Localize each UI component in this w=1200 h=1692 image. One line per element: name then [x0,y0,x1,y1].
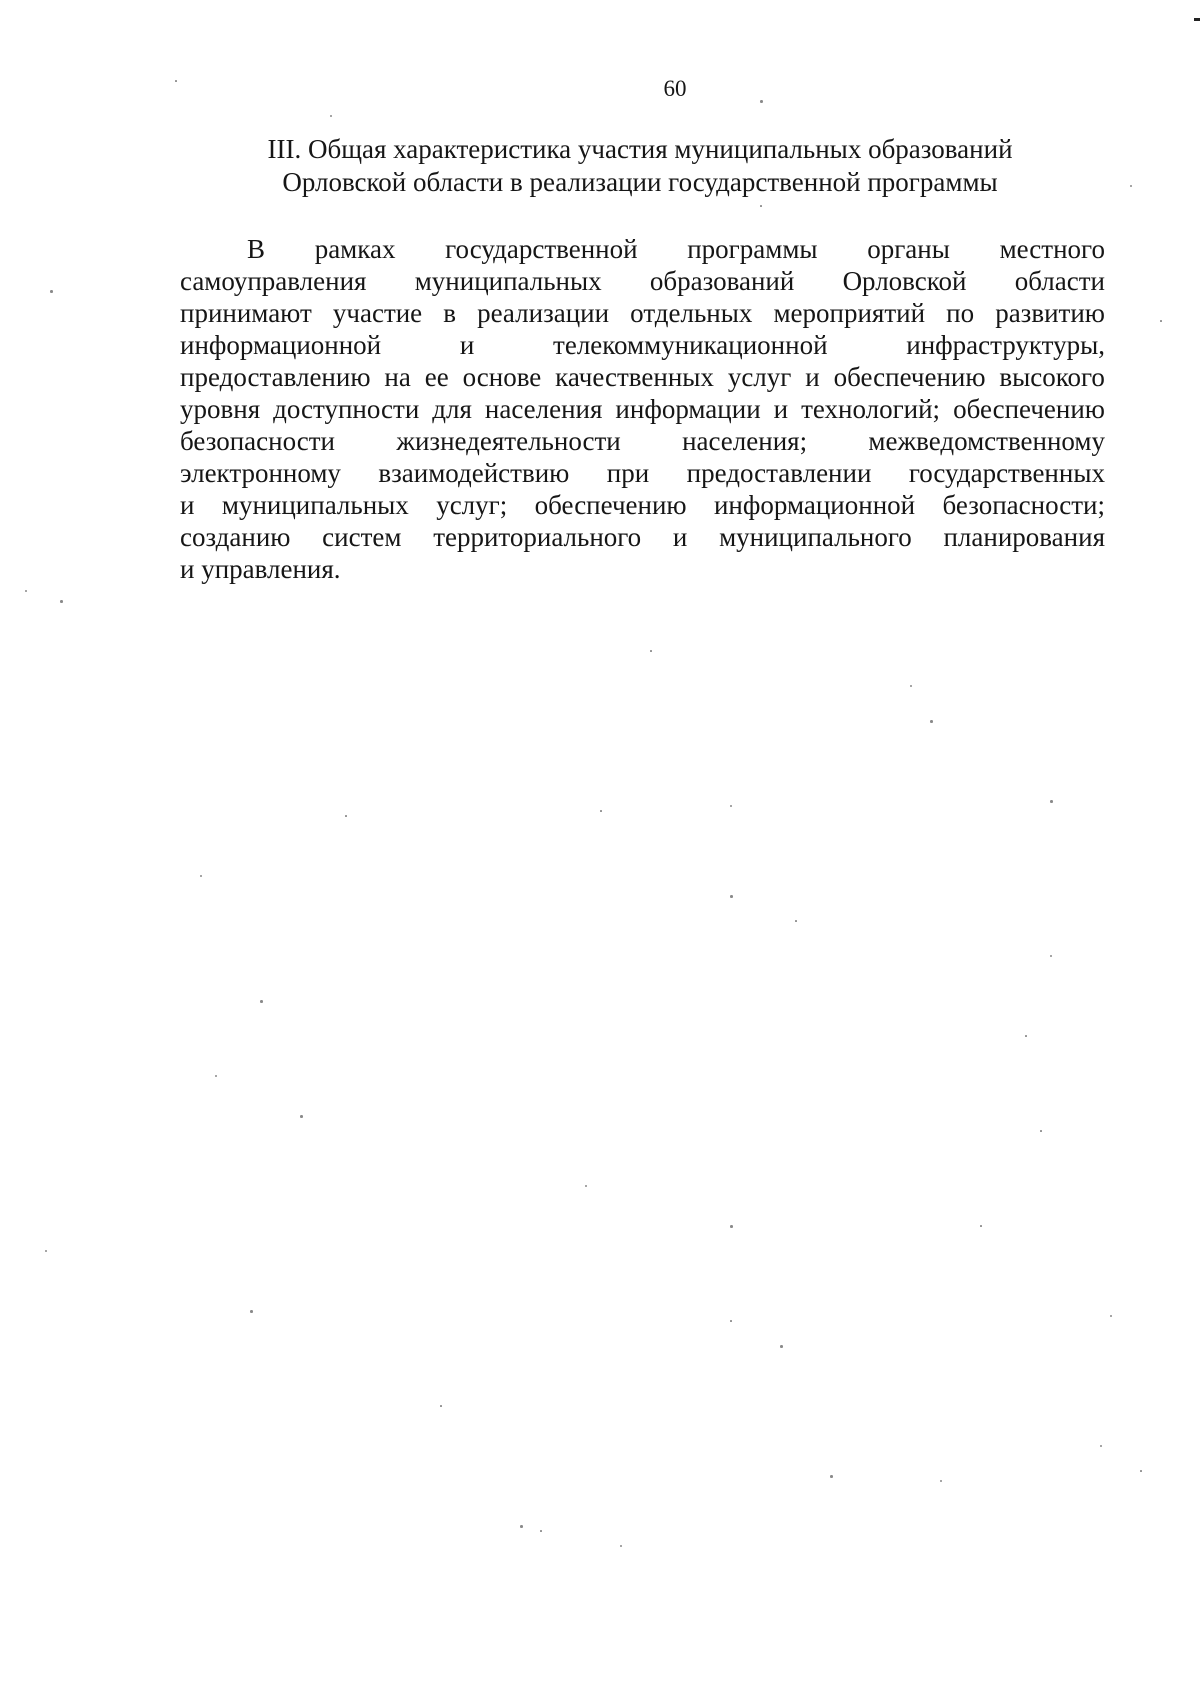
paragraph-word: муниципальных [414,266,602,296]
paragraph-word: для [432,394,472,424]
body-paragraph [180,233,1105,585]
paragraph-word: органы [867,234,950,264]
paragraph-word: уровня [180,394,261,424]
paragraph-line [180,329,1105,361]
paragraph-line [180,425,1105,457]
paragraph-word: электронному [180,458,341,488]
scan-speck [760,100,763,103]
paragraph-word: обеспечению [953,394,1105,424]
page-number: 60 [663,76,687,101]
paragraph-word: систем [322,522,402,552]
paragraph-word: информационной [180,330,382,360]
paragraph-word: ее [424,362,449,392]
scan-speck [650,650,652,652]
paragraph-word: и [459,330,475,360]
scan-speck [600,810,602,812]
paragraph-word: межведомственному [868,426,1105,456]
scan-speck [940,1480,942,1482]
scan-speck [1040,1130,1042,1132]
paragraph-word: области [1014,266,1105,296]
paragraph-word: при [606,458,650,488]
scan-speck [1160,320,1162,322]
paragraph-line [180,233,1105,265]
paragraph-word: муниципального [719,522,912,552]
paragraph-word: жизнедеятельности [396,426,621,456]
heading-line-1: III. Общая характеристика участия муниципальных образований [267,134,1013,164]
paragraph-word: программы [687,234,818,264]
scan-speck [1050,955,1052,957]
scan-speck [260,1000,263,1003]
paragraph-line [180,265,1105,297]
paragraph-word: развитию [995,298,1105,328]
paragraph-word: качественных [555,362,714,392]
scan-speck [250,1310,253,1313]
paragraph-line [180,393,1105,425]
paragraph-word: основе [462,362,542,392]
scan-speck [300,1115,303,1118]
paragraph-line [180,361,1105,393]
paragraph-word: и управления. [180,554,341,584]
paragraph-word: предоставлению [180,362,371,392]
paragraph-word: самоуправления [180,266,367,296]
paragraph-word: и [180,490,195,520]
scan-speck [1025,1035,1027,1037]
paragraph-word: обеспечению [833,362,986,392]
scan-speck [730,895,733,898]
paragraph-word: телекоммуникационной [553,330,828,360]
paragraph-line [180,297,1105,329]
paragraph-word: и [805,362,820,392]
scan-speck [730,1320,732,1322]
paragraph-word: государственной [445,234,638,264]
scan-speck [1140,1470,1142,1472]
scan-speck [330,115,332,117]
scan-speck [585,1185,587,1187]
paragraph-word: высокого [999,362,1105,392]
paragraph-word: доступности [273,394,420,424]
scan-speck [1050,800,1053,803]
scan-speck [215,1075,217,1077]
scan-speck [25,590,27,592]
scan-speck [760,205,762,207]
paragraph-word: по [946,298,975,328]
paragraph-word: на [384,362,411,392]
paragraph-word: принимают [180,298,312,328]
scan-speck [45,1250,47,1252]
paragraph-word: отдельных [630,298,753,328]
paragraph-line [180,457,1105,489]
paragraph-word: мероприятий [773,298,926,328]
paragraph-word: информационной [713,490,916,520]
paragraph-word: реализации [477,298,610,328]
paragraph-word: безопасности [180,426,335,456]
scan-speck [1110,1315,1112,1317]
heading-line-2: Орловской области в реализации государственной программы [282,167,998,197]
scan-speck [440,1405,442,1407]
paragraph-word: муниципальных [221,490,409,520]
scan-speck [910,685,912,687]
paragraph-word: рамках [314,234,396,264]
scan-speck [1130,185,1132,187]
scan-speck [175,80,177,82]
paragraph-word: услуг; [436,490,508,520]
paragraph-word: информации [615,394,761,424]
paragraph-word: участие [332,298,423,328]
scan-speck [1100,1445,1102,1447]
paragraph-word: обеспечению [534,490,687,520]
paragraph-word: населения; [682,426,808,456]
scan-speck [730,1225,733,1228]
paragraph-word: услуг [727,362,792,392]
paragraph-word: в [443,298,457,328]
paragraph-word: и [773,394,789,424]
paragraph-word: планирования [943,522,1105,552]
paragraph-word: Орловской [842,266,967,296]
scan-speck [930,720,933,723]
paragraph-word: государственных [908,458,1105,488]
scan-speck [345,815,347,817]
paragraph-word: предоставлении [686,458,872,488]
paragraph-line [180,489,1105,521]
paragraph-word: созданию [180,522,291,552]
paragraph-line [180,553,1105,585]
paragraph-word: местного [999,234,1105,264]
scan-speck [200,875,202,877]
scan-speck [60,600,63,603]
scan-speck [520,1525,523,1528]
scan-speck [50,290,53,293]
scan-edge-mark [1194,18,1200,21]
paragraph-word: и [672,522,688,552]
paragraph-word: технологий; [801,394,941,424]
scan-speck [830,1475,833,1478]
scan-speck [795,920,797,922]
scan-speck [540,1530,542,1532]
paragraph-word: В [247,234,266,264]
section-heading [180,133,1100,199]
paragraph-word: инфраструктуры, [906,330,1105,360]
scan-speck [730,805,732,807]
paragraph-word: взаимодействию [378,458,570,488]
scan-speck [620,1545,622,1547]
paragraph-word: территориального [433,522,642,552]
paragraph-word: образований [649,266,795,296]
scan-speck [780,1345,783,1348]
paragraph-line [180,521,1105,553]
paragraph-word: безопасности; [942,490,1105,520]
scan-speck [980,1225,982,1227]
paragraph-word: населения [484,394,603,424]
